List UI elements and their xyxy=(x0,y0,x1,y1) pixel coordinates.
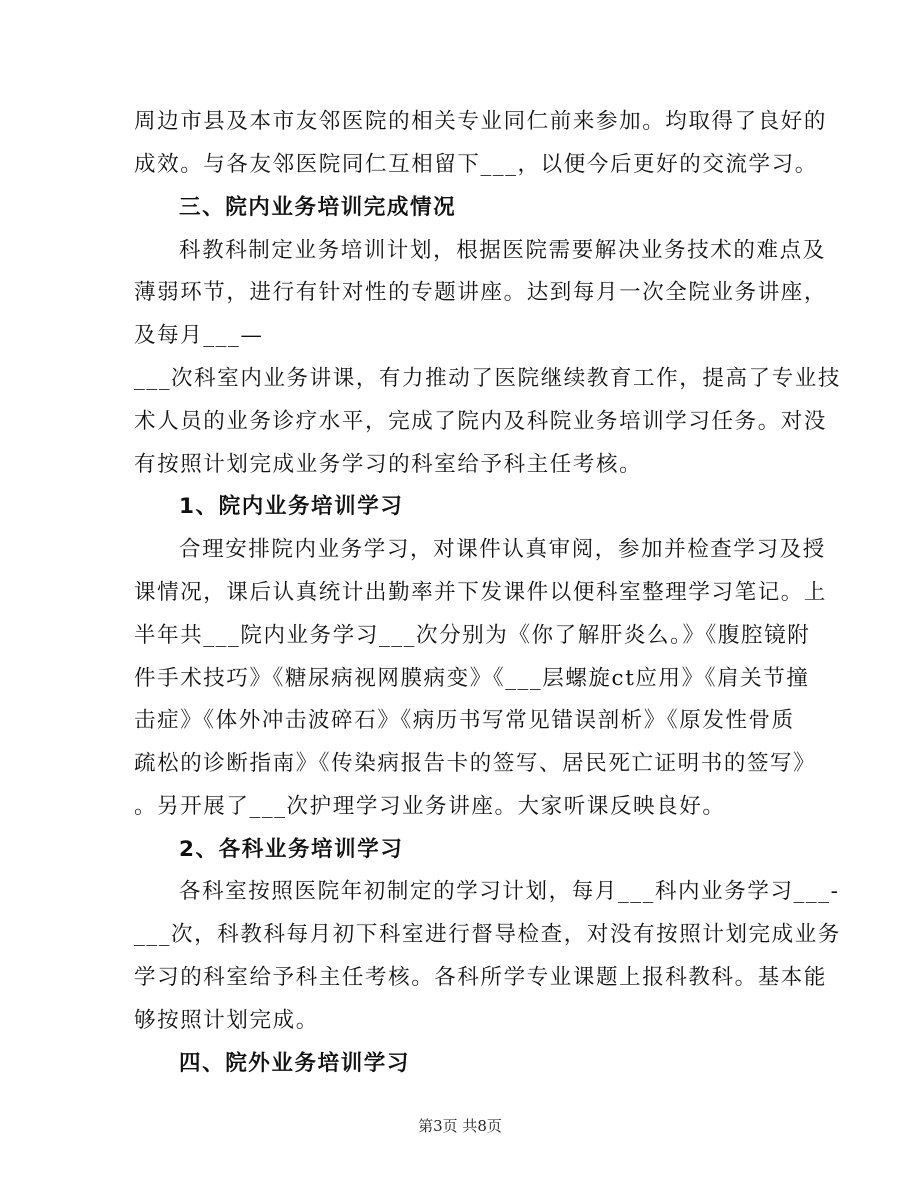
body-text-line: 够按照计划完成。 xyxy=(134,1008,319,1033)
body-text-line: 半年共___院内业务学习___次分别为《你了解肝炎么。》《腹腔镜附 xyxy=(134,623,811,648)
body-text-line: 击症》《体外冲击波碎石》《病历书写常见错误剖析》《原发性骨质 xyxy=(134,708,795,733)
page-number-footer: 第3页 共8页 xyxy=(418,1117,502,1135)
body-text-line: ___次，科教科每月初下科室进行督导检查，对没有按照计划完成业务 xyxy=(134,922,841,947)
paragraph-first-line: 各科室按照医院年初制定的学习计划，每月___科内业务学习___- xyxy=(179,879,840,904)
paragraph-first-line: 合理安排院内业务学习，对课件认真审阅，参加并检查学习及授 xyxy=(179,537,826,562)
body-text-line: 。另开展了___次护理学习业务讲座。大家听课反映良好。 xyxy=(134,794,726,819)
body-text-line: 薄弱环节，进行有针对性的专题讲座。达到每月一次全院业务讲座， xyxy=(134,280,828,305)
body-text-line: 周边市县及本市友邻医院的相关专业同仁前来参加。均取得了良好的 xyxy=(134,109,828,134)
body-text-line: 及每月___— xyxy=(134,323,264,348)
body-text-line: 件手术技巧》《糖尿病视网膜病变》《___层螺旋ct应用》《肩关节撞 xyxy=(134,666,810,691)
body-text-line: 学习的科室给予科主任考核。各科所学专业课题上报科教科。基本能 xyxy=(134,965,828,990)
body-text-line: 课情况，课后认真统计出勤率并下发课件以便科室整理学习笔记。上 xyxy=(134,580,828,605)
paragraph-first-line: 科教科制定业务培训计划，根据医院需要解决业务技术的难点及 xyxy=(179,238,826,263)
body-text-line: 有按照计划完成业务学习的科室给予科主任考核。 xyxy=(134,452,643,477)
body-text-line: ___次科室内业务讲课，有力推动了医院继续教育工作，提高了专业技 xyxy=(134,366,841,391)
body-text-line: 疏松的诊断指南》《传染病报告卡的签写、居民死亡证明书的签写》 xyxy=(134,751,817,776)
subsection-heading: 2、各科业务培训学习 xyxy=(179,837,404,862)
section-heading: 三、院内业务培训完成情况 xyxy=(179,195,457,220)
body-text-line: 成效。与各友邻医院同仁互相留下___，以便今后更好的交流学习。 xyxy=(134,152,818,177)
subsection-heading: 1、院内业务培训学习 xyxy=(179,494,404,519)
section-heading: 四、院外业务培训学习 xyxy=(179,1051,411,1076)
body-text-line: 术人员的业务诊疗水平，完成了院内及科院业务培训学习任务。对没 xyxy=(134,409,828,434)
